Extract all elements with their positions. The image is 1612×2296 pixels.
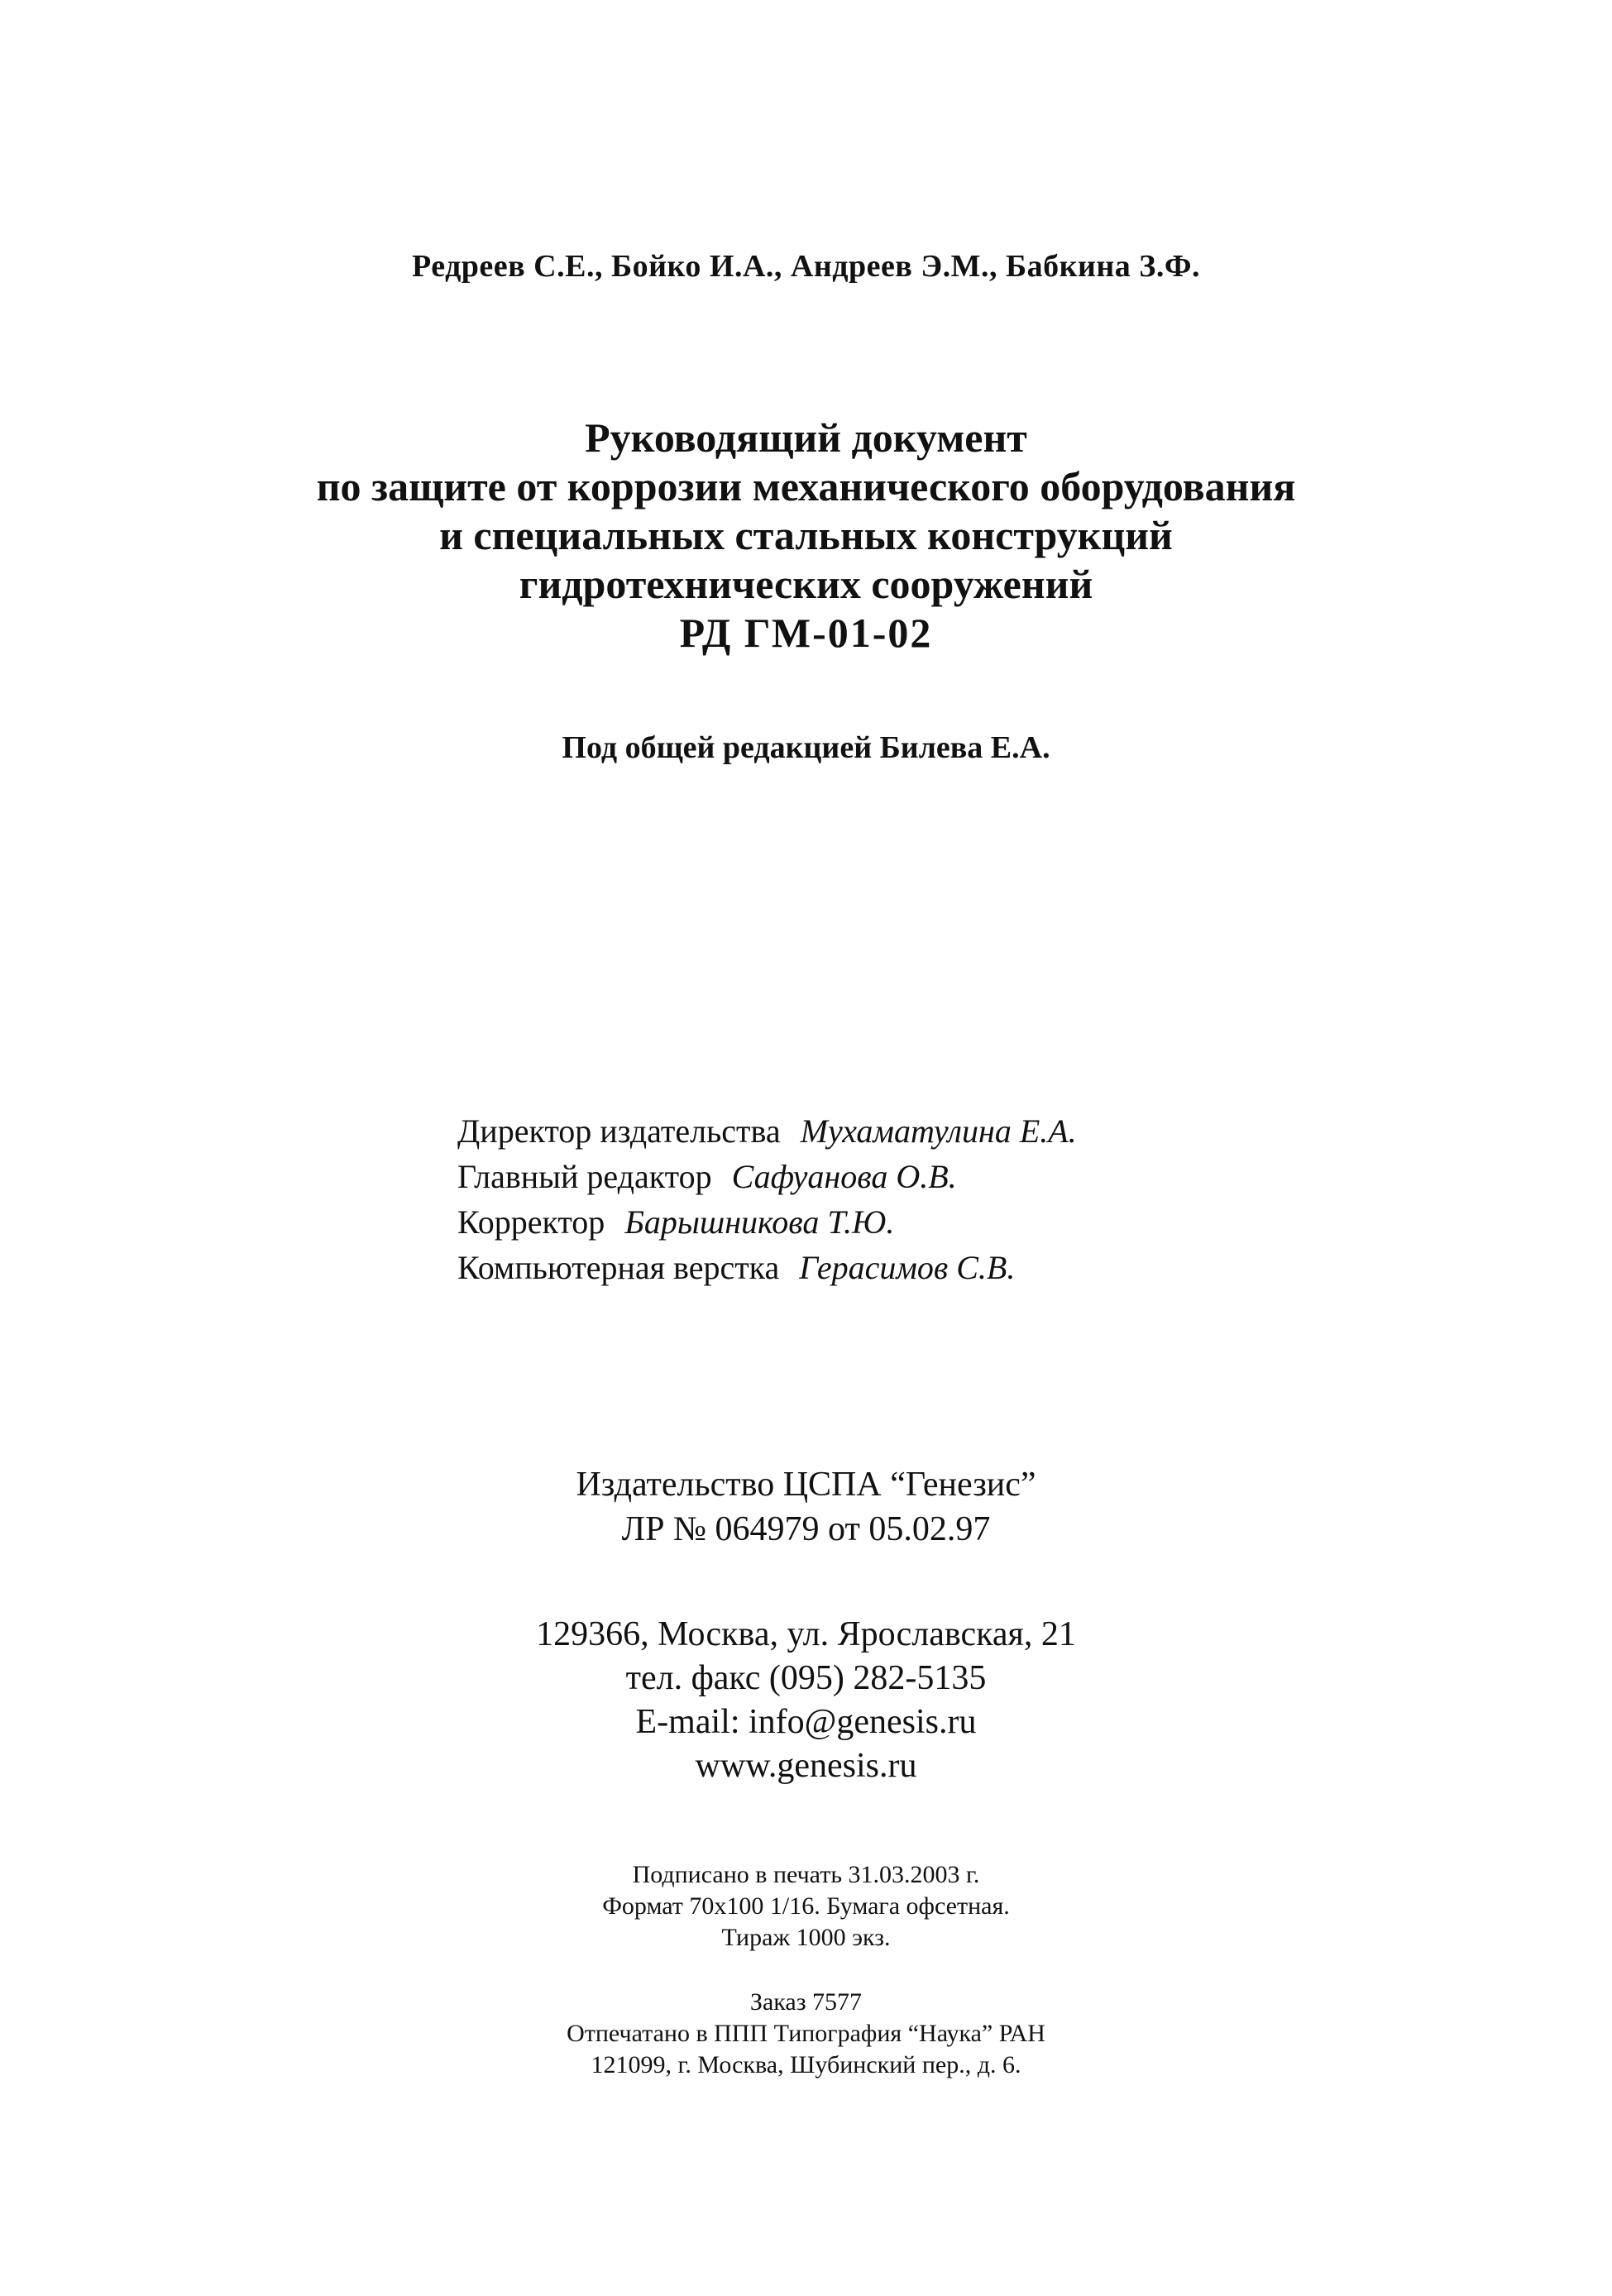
authors-line: Редреев С.Е., Бойко И.А., Андреев Э.М., Бабкина З.Ф. bbox=[412, 249, 1200, 284]
printer-address: 121099, г. Москва, Шубинский пер., д. 6. bbox=[591, 2051, 1021, 2078]
paper-format: Формат 70х100 1/16. Бумага офсетная. bbox=[602, 1892, 1010, 1920]
staff-list bbox=[457, 1108, 1077, 1290]
general-editor-line: Под общей редакцией Билева Е.А. bbox=[562, 730, 1050, 765]
staff-name: Сафуанова О.В. bbox=[731, 1158, 957, 1195]
website-url: www.genesis.ru bbox=[695, 1747, 917, 1785]
order-number: Заказ 7577 bbox=[749, 1988, 863, 2016]
staff-role: Компьютерная верстка bbox=[457, 1249, 780, 1286]
print-run: Тираж 1000 экз. bbox=[721, 1924, 891, 1951]
publisher-license: ЛР № 064979 от 05.02.97 bbox=[621, 1510, 991, 1548]
document-code: РД ГМ-01-02 bbox=[679, 610, 933, 656]
staff-name: Мухаматулина Е.А. bbox=[800, 1112, 1077, 1150]
document-title bbox=[0, 414, 1612, 658]
staff-name: Герасимов С.В. bbox=[799, 1249, 1016, 1286]
printer-details bbox=[0, 1987, 1612, 2081]
title-line-1: Руководящий документ bbox=[585, 414, 1027, 461]
staff-row bbox=[457, 1108, 1077, 1154]
staff-row bbox=[457, 1199, 1077, 1245]
contact-block bbox=[0, 1613, 1612, 1788]
email-address: E-mail: info@genesis.ru bbox=[635, 1703, 977, 1741]
staff-row bbox=[457, 1154, 1077, 1199]
printed-by: Отпечатано в ППП Типография “Наука” РАН bbox=[567, 2020, 1045, 2047]
street-address: 129366, Москва, ул. Ярославская, 21 bbox=[536, 1615, 1076, 1653]
staff-role: Директор издательства bbox=[457, 1112, 781, 1150]
staff-role: Корректор bbox=[457, 1203, 605, 1241]
publisher-block bbox=[0, 1462, 1612, 1552]
staff-row bbox=[457, 1245, 1077, 1290]
signed-to-print: Подписано в печать 31.03.2003 г. bbox=[632, 1861, 980, 1888]
print-details bbox=[0, 1859, 1612, 1954]
title-line-4: гидротехнических сооружений bbox=[519, 561, 1093, 607]
publisher-name: Издательство ЦСПА “Генезис” bbox=[576, 1466, 1036, 1504]
staff-role: Главный редактор bbox=[457, 1158, 712, 1195]
title-line-2: по защите от коррозии механического оборудования bbox=[316, 463, 1296, 509]
phone-fax: тел. факс (095) 282-5135 bbox=[625, 1659, 987, 1697]
title-line-3: и специальных стальных конструкций bbox=[439, 512, 1173, 558]
staff-name: Барышникова Т.Ю. bbox=[624, 1203, 895, 1241]
